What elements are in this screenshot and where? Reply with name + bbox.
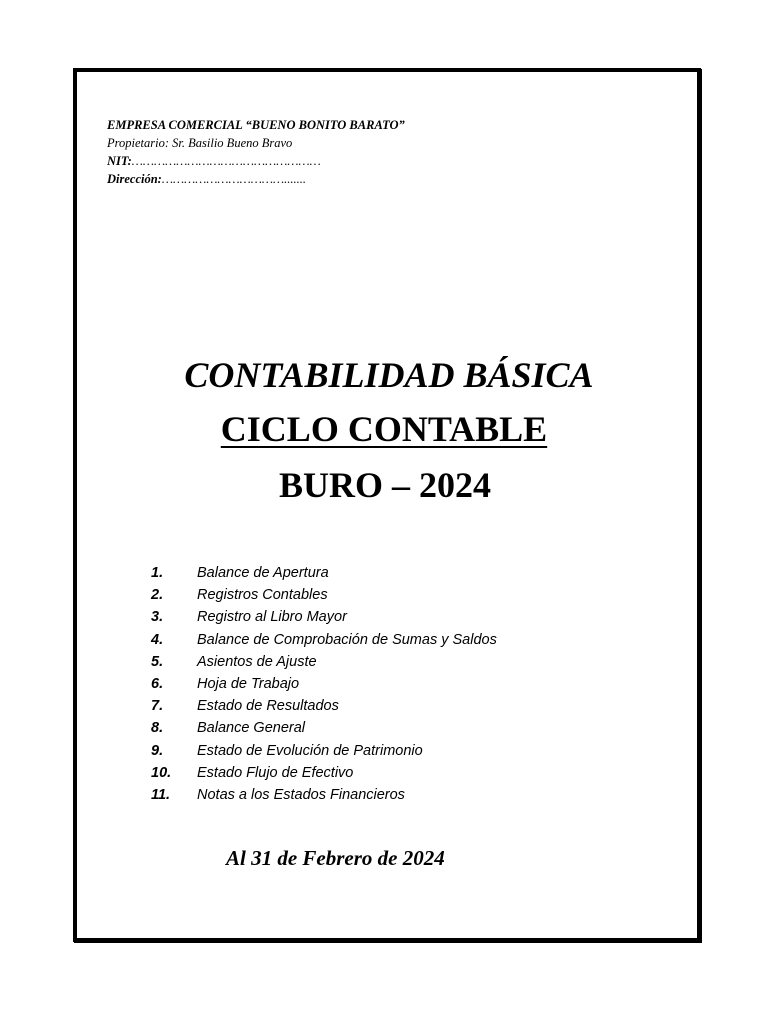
address-label: Dirección: <box>107 172 162 186</box>
list-item-label: Balance General <box>197 720 306 737</box>
list-item-label: Balance de Apertura <box>197 565 329 581</box>
list-item-number: 7. <box>151 698 164 715</box>
contents-list <box>151 562 497 806</box>
title-ciclo-text: CICLO CONTABLE <box>220 409 548 449</box>
list-item-label: Balance de Comprobación de Sumas y Saldos <box>197 631 497 648</box>
list-item-number: 10. <box>151 764 172 781</box>
list-item <box>151 562 497 584</box>
list-item-label: Registro al Libro Mayor <box>197 609 347 626</box>
nit-dots: …………………………………………… <box>131 154 321 168</box>
list-item-label: Notas a los Estados Financieros <box>197 786 405 803</box>
list-item <box>151 673 497 695</box>
list-item-number: 9. <box>151 742 164 759</box>
nit-label: NIT: <box>107 154 132 168</box>
title-buro: BURO – 2024 <box>278 465 491 505</box>
owner-name: Sr. Basilio Bueno Bravo <box>169 136 293 150</box>
title-ciclo <box>0 402 768 456</box>
list-item <box>151 584 497 606</box>
list-item-label: Hoja de Trabajo <box>197 675 300 692</box>
list-item-number: 6. <box>151 675 164 692</box>
nit-line <box>107 152 405 170</box>
list-item <box>151 762 497 784</box>
list-item-number: 1. <box>151 565 164 581</box>
list-item-number: 2. <box>151 587 164 604</box>
list-item-label: Estado de Evolución de Patrimonio <box>197 742 423 759</box>
address-line <box>107 170 405 188</box>
list-item-number: 5. <box>151 653 164 670</box>
company-name: EMPRESA COMERCIAL “BUENO BONITO BARATO” <box>107 118 405 132</box>
list-item <box>151 717 497 739</box>
list-item-label: Estado de Resultados <box>197 698 339 715</box>
title-contabilidad: CONTABILIDAD BÁSICA <box>184 355 594 395</box>
owner-label: Propietario: <box>107 136 170 150</box>
list-item <box>151 740 497 762</box>
title-block <box>0 348 768 512</box>
list-item <box>151 784 497 806</box>
list-item-number: 3. <box>151 609 164 626</box>
list-item <box>151 695 497 717</box>
list-item-number: 8. <box>151 720 164 737</box>
address-dots: ……………………………....... <box>161 172 306 186</box>
list-item <box>151 629 497 651</box>
list-item <box>151 651 497 673</box>
report-date: Al 31 de Febrero de 2024 <box>226 846 445 870</box>
list-item-label: Registros Contables <box>197 587 328 604</box>
list-item-number: 11. <box>151 786 171 803</box>
list-item-label: Asientos de Ajuste <box>197 653 317 670</box>
list-item-number: 4. <box>151 631 164 648</box>
list-item-label: Estado Flujo de Efectivo <box>197 764 354 781</box>
list-item <box>151 606 497 628</box>
owner-line <box>107 134 405 152</box>
company-header <box>107 116 405 188</box>
